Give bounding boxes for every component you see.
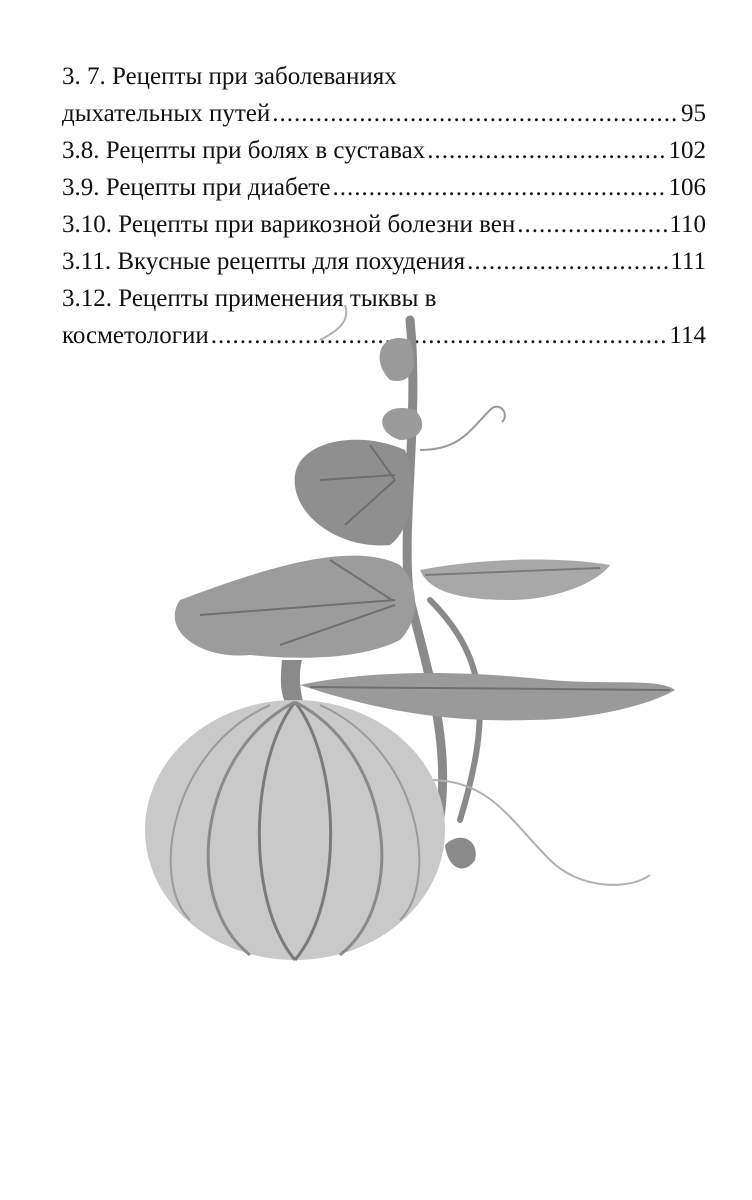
toc-entry-3-8[interactable] [62, 132, 706, 169]
pumpkin-illustration-icon [130, 300, 690, 980]
toc-page-number: 102 [668, 137, 706, 164]
dot-leader [427, 132, 666, 169]
pumpkin-body [145, 700, 445, 960]
tendril [430, 780, 650, 885]
toc-entry-line [62, 58, 706, 95]
toc-entry-title: 3.10. Рецепты при варикозной болезни вен [62, 211, 516, 238]
leaf [380, 338, 414, 381]
toc-page-number: 106 [668, 174, 706, 201]
toc-page-number: 95 [681, 100, 706, 127]
toc-entry-title: 3.11. Вкусные рецепты для похудения [62, 248, 466, 275]
dot-leader [332, 169, 666, 206]
toc-entry-3-9[interactable] [62, 169, 706, 206]
toc-entry-title: 3. 7. Рецепты при заболеваниях [62, 63, 397, 90]
toc-entry-title: 3.9. Рецепты при диабете [62, 174, 331, 201]
leaf [382, 408, 422, 440]
toc-page-number: 111 [670, 248, 706, 275]
toc-entry-3-10[interactable] [62, 206, 706, 243]
toc-entry-title: 3.12. Рецепты применения тыквы в [62, 285, 437, 312]
toc-entry-3-11[interactable] [62, 243, 706, 280]
toc-entry-3-7[interactable] [62, 58, 706, 132]
leaf [445, 838, 476, 869]
toc-entry-title: дыхательных путей [62, 100, 271, 127]
toc-page-number: 110 [669, 211, 706, 238]
toc-entry-title: 3.8. Рецепты при болях в суставах [62, 137, 426, 164]
toc-entry-title: косметологии [62, 322, 209, 349]
tendril [320, 305, 346, 340]
dot-leader [272, 95, 679, 132]
leaf [295, 440, 413, 546]
toc-entry-line [62, 95, 706, 132]
dot-leader [517, 206, 667, 243]
toc-page-number: 114 [669, 322, 706, 349]
toc-entry-line [62, 132, 706, 169]
toc-entry-line [62, 206, 706, 243]
leaf [420, 560, 610, 600]
toc-entry-line [62, 243, 706, 280]
tendril [420, 407, 505, 450]
toc-entry-line [62, 169, 706, 206]
dot-leader [467, 243, 668, 280]
